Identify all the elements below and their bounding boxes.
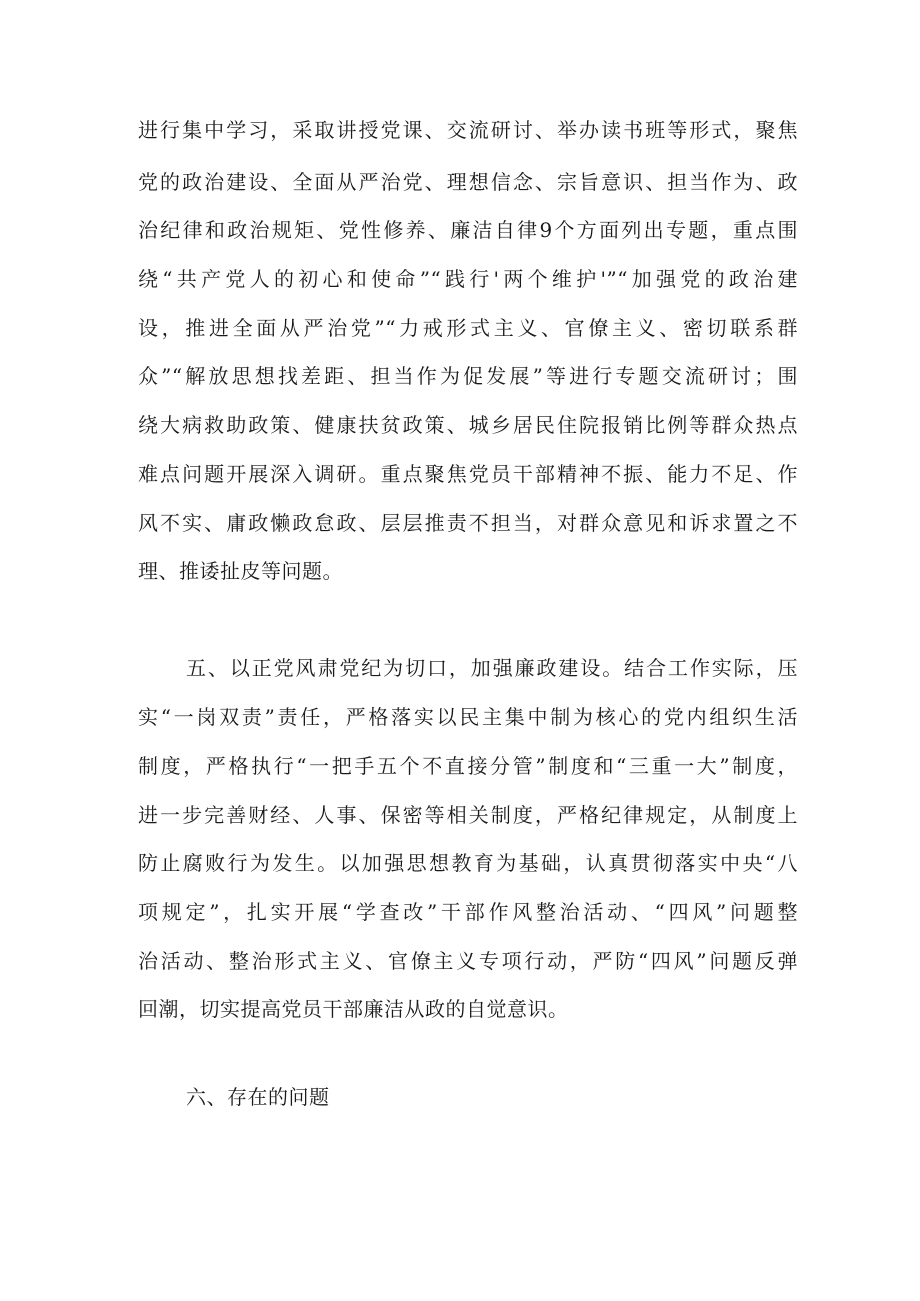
section-heading-existing-problems: 六、存在的问题 — [186, 1085, 330, 1109]
text-line: 防止腐败行为发生。以加强思想教育为基础，认真贯彻落实中央“八 — [138, 851, 798, 875]
text-line: 众”“解放思想找差距、担当作为促发展”等进行专题交流研讨；围 — [138, 364, 798, 388]
text-line: 制度，严格执行“一把手五个不直接分管”制度和“三重一大”制度， — [138, 754, 798, 778]
text-line: 绕大病救助政策、健康扶贫政策、城乡居民住院报销比例等群众热点 — [138, 413, 798, 437]
text-line: 绕“共产党人的初心和使命”“践行'两个维护'”“加强党的政治建 — [138, 267, 798, 291]
text-line: 风不实、庸政懒政怠政、层层推责不担当，对群众意见和诉求置之不 — [138, 511, 798, 535]
text-line: 设，推进全面从严治党”“力戒形式主义、官僚主义、密切联系群 — [138, 316, 798, 340]
text-line: 回潮，切实提高党员干部廉洁从政的自觉意识。 — [138, 997, 569, 1021]
text-line: 进行集中学习，采取讲授党课、交流研讨、举办读书班等形式，聚焦 — [138, 118, 798, 142]
text-line: 党的政治建设、全面从严治党、理想信念、宗旨意识、担当作为、政 — [138, 170, 798, 194]
text-line: 治纪律和政治规矩、党性修养、廉洁自律9个方面列出专题，重点围 — [138, 218, 798, 242]
text-line: 实“一岗双责”责任，严格落实以民主集中制为核心的党内组织生活 — [138, 705, 798, 729]
text-line: 治活动、整治形式主义、官僚主义专项行动，严防“四风”问题反弹 — [138, 949, 798, 973]
text-line: 进一步完善财经、人事、保密等相关制度，严格纪律规定，从制度上 — [138, 803, 798, 827]
text-line: 难点问题开展深入调研。重点聚焦党员干部精神不振、能力不足、作 — [138, 462, 798, 486]
text-line: 项规定”，扎实开展“学查改”干部作风整治活动、“四风”问题整 — [138, 900, 798, 924]
text-line-first: 五、以正党风肃党纪为切口，加强廉政建设。结合工作实际，压 — [186, 656, 798, 680]
text-line: 理、推诿扯皮等问题。 — [138, 559, 343, 583]
